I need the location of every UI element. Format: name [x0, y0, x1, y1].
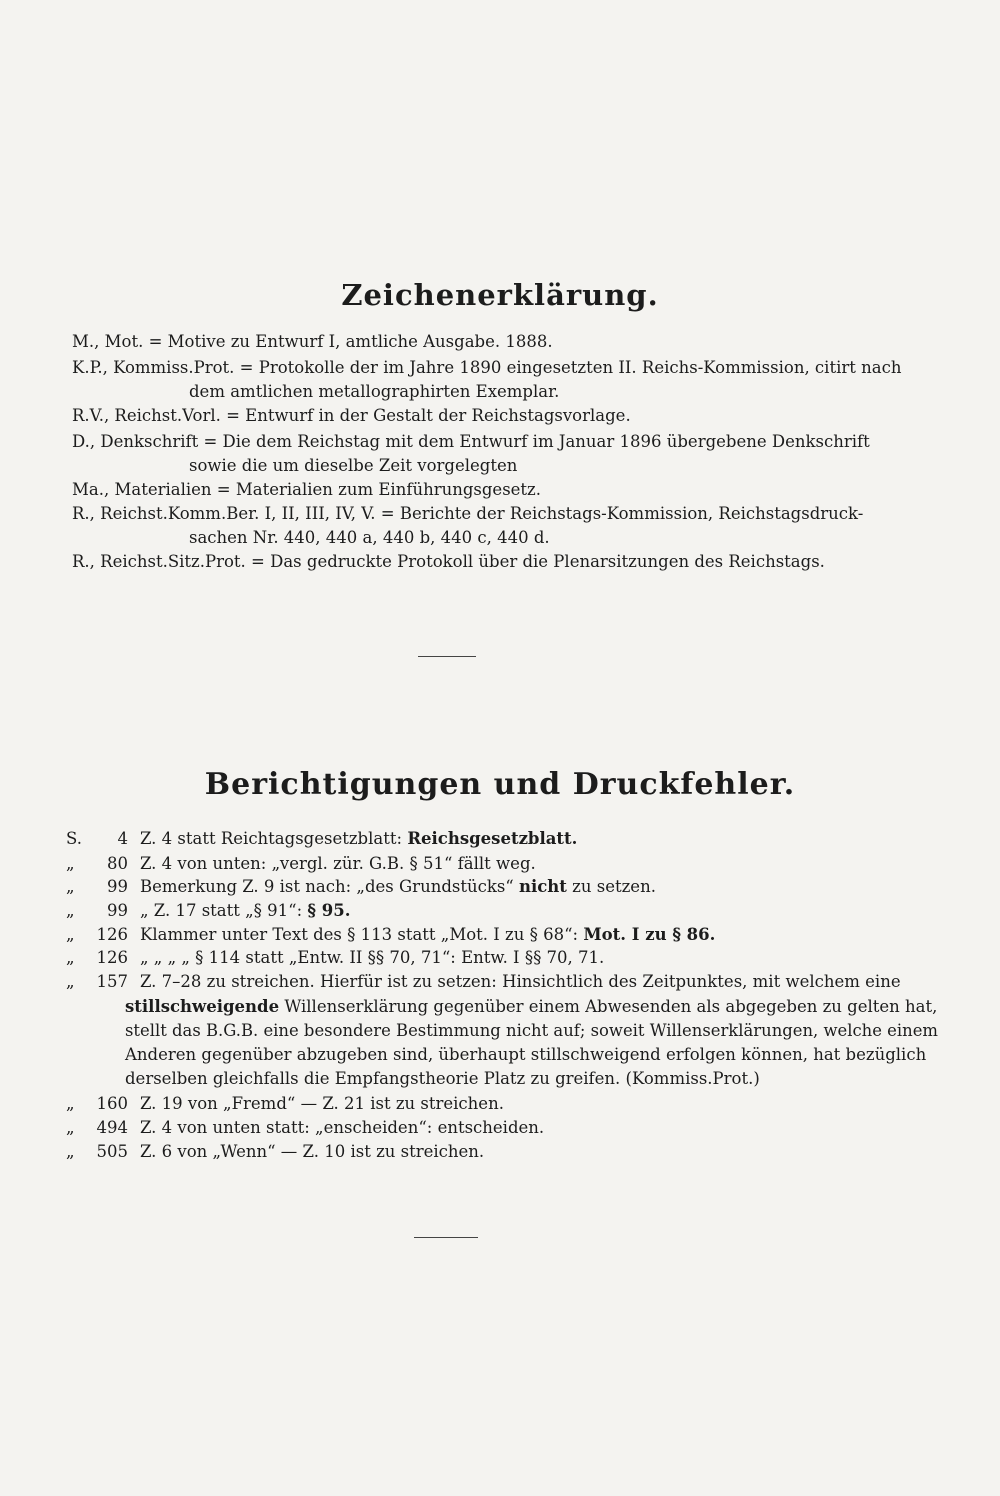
errata-ditto-mark: „: [66, 972, 75, 991]
abbreviation-line: M., Mot. = Motive zu Entwurf I, amtliche Ausgabe. 1888.: [72, 332, 553, 351]
errata-ditto-mark: „: [66, 1094, 75, 1113]
abbreviation-line: dem amtlichen metallographirten Exemplar.: [189, 382, 560, 401]
errata-text-pre: stellt das B.G.B. eine besondere Bestimmung nicht auf; soweit Willenserklärungen, welche einem: [125, 1021, 938, 1040]
errata-text: [140, 875, 656, 899]
abbreviations-title: Zeichenerklärung.: [341, 278, 659, 312]
errata-text: [140, 1140, 484, 1164]
errata-text: [140, 852, 536, 876]
errata-text: [140, 1092, 504, 1116]
errata-text: [140, 970, 901, 994]
errata-page-number: 126: [96, 948, 128, 967]
errata-text-pre: Z. 6 von „Wenn“ — Z. 10 ist zu streichen.: [140, 1142, 485, 1161]
errata-text: [140, 899, 351, 923]
errata-text: [140, 923, 715, 947]
errata-page-number: 494: [96, 1118, 128, 1137]
errata-page-number: 160: [96, 1094, 128, 1113]
abbreviation-line: sowie die um dieselbe Zeit vorgelegten: [189, 456, 518, 475]
divider: [414, 1237, 478, 1238]
errata-text-pre: Bemerkung Z. 9 ist nach: „des Grundstücks“: [140, 877, 519, 896]
errata-title: Berichtigungen und Druckfehler.: [204, 767, 796, 802]
abbreviation-line: D., Denkschrift = Die dem Reichstag mit dem Entwurf im Januar 1896 übergebene Denkschrift: [72, 432, 870, 451]
errata-text-pre: Z. 4 statt Reichtagsgesetzblatt:: [140, 829, 408, 848]
errata-ditto-mark: „: [66, 1142, 75, 1161]
errata-text-pre: Klammer unter Text des § 113 statt „Mot. I zu § 68“:: [140, 925, 584, 944]
errata-text-pre: derselben gleichfalls die Empfangstheorie Platz zu greifen. (Kommiss.Prot.): [125, 1069, 760, 1088]
errata-page-number: 4: [117, 829, 128, 848]
errata-text-pre: „ „ „ „ § 114 statt „Entw. II §§ 70, 71“: Entw. I §§ 70, 71.: [140, 948, 605, 967]
abbreviation-line: K.P., Kommiss.Prot. = Protokolle der im Jahre 1890 eingesetzten II. Reichs-Kommission, citirt nach: [72, 358, 902, 377]
errata-ditto-mark: „: [66, 1118, 75, 1137]
errata-page-number: 505: [96, 1142, 128, 1161]
abbreviation-line: Ma., Materialien = Materialien zum Einführungsgesetz.: [72, 480, 541, 499]
errata-correction-bold: § 95.: [307, 901, 351, 920]
abbreviation-line: R., Reichst.Sitz.Prot. = Das gedruckte Protokoll über die Plenarsitzungen des Reichstags.: [72, 552, 825, 571]
errata-text-pre: Anderen gegenüber abzugeben sind, überhaupt stillschweigend erfolgen können, hat bezüglich: [125, 1045, 927, 1064]
errata-page-number: 99: [107, 901, 128, 920]
errata-text-pre: Z. 19 von „Fremd“ — Z. 21 ist zu streichen.: [140, 1094, 504, 1113]
abbreviation-line: sachen Nr. 440, 440 a, 440 b, 440 c, 440 d.: [189, 528, 550, 547]
errata-text: [125, 995, 937, 1019]
errata-correction-bold: Reichsgesetzblatt.: [407, 829, 578, 848]
errata-ditto-mark: S.: [66, 829, 82, 848]
errata-correction-bold: stillschweigende: [125, 997, 280, 1016]
abbreviation-line: R., Reichst.Komm.Ber. I, II, III, IV, V. = Berichte der Reichstags-Kommission, Reichstagsdruck-: [72, 504, 864, 523]
errata-text: [125, 1067, 760, 1091]
errata-text: [140, 1116, 544, 1140]
errata-text: [125, 1019, 938, 1043]
errata-page-number: 99: [107, 877, 128, 896]
errata-text-post: Willenserklärung gegenüber einem Abwesenden als abgegeben zu gelten hat,: [279, 997, 938, 1016]
errata-text: [140, 827, 577, 851]
errata-text-pre: Z. 4 von unten statt: „enscheiden“: entscheiden.: [140, 1118, 545, 1137]
errata-text-pre: Z. 4 von unten: „vergl. zür. G.B. § 51“ fällt weg.: [140, 854, 536, 873]
errata-page-number: 126: [96, 925, 128, 944]
errata-ditto-mark: „: [66, 901, 75, 920]
errata-ditto-mark: „: [66, 925, 75, 944]
errata-correction-bold: Mot. I zu § 86.: [583, 925, 716, 944]
errata-ditto-mark: „: [66, 877, 75, 896]
errata-text-pre: Z. 7–28 zu streichen. Hierfür ist zu setzen: Hinsichtlich des Zeitpunktes, mit welchem eine: [140, 972, 901, 991]
errata-page-number: 157: [96, 972, 128, 991]
errata-ditto-mark: „: [66, 948, 75, 967]
errata-text: [125, 1043, 926, 1067]
errata-ditto-mark: „: [66, 854, 75, 873]
errata-text-pre: „ Z. 17 statt „§ 91“:: [140, 901, 308, 920]
abbreviation-line: R.V., Reichst.Vorl. = Entwurf in der Gestalt der Reichstagsvorlage.: [72, 406, 631, 425]
divider: [418, 656, 476, 657]
errata-text-post: zu setzen.: [566, 877, 656, 896]
errata-page-number: 80: [107, 854, 128, 873]
errata-text: [140, 946, 604, 970]
errata-correction-bold: nicht: [519, 877, 567, 896]
